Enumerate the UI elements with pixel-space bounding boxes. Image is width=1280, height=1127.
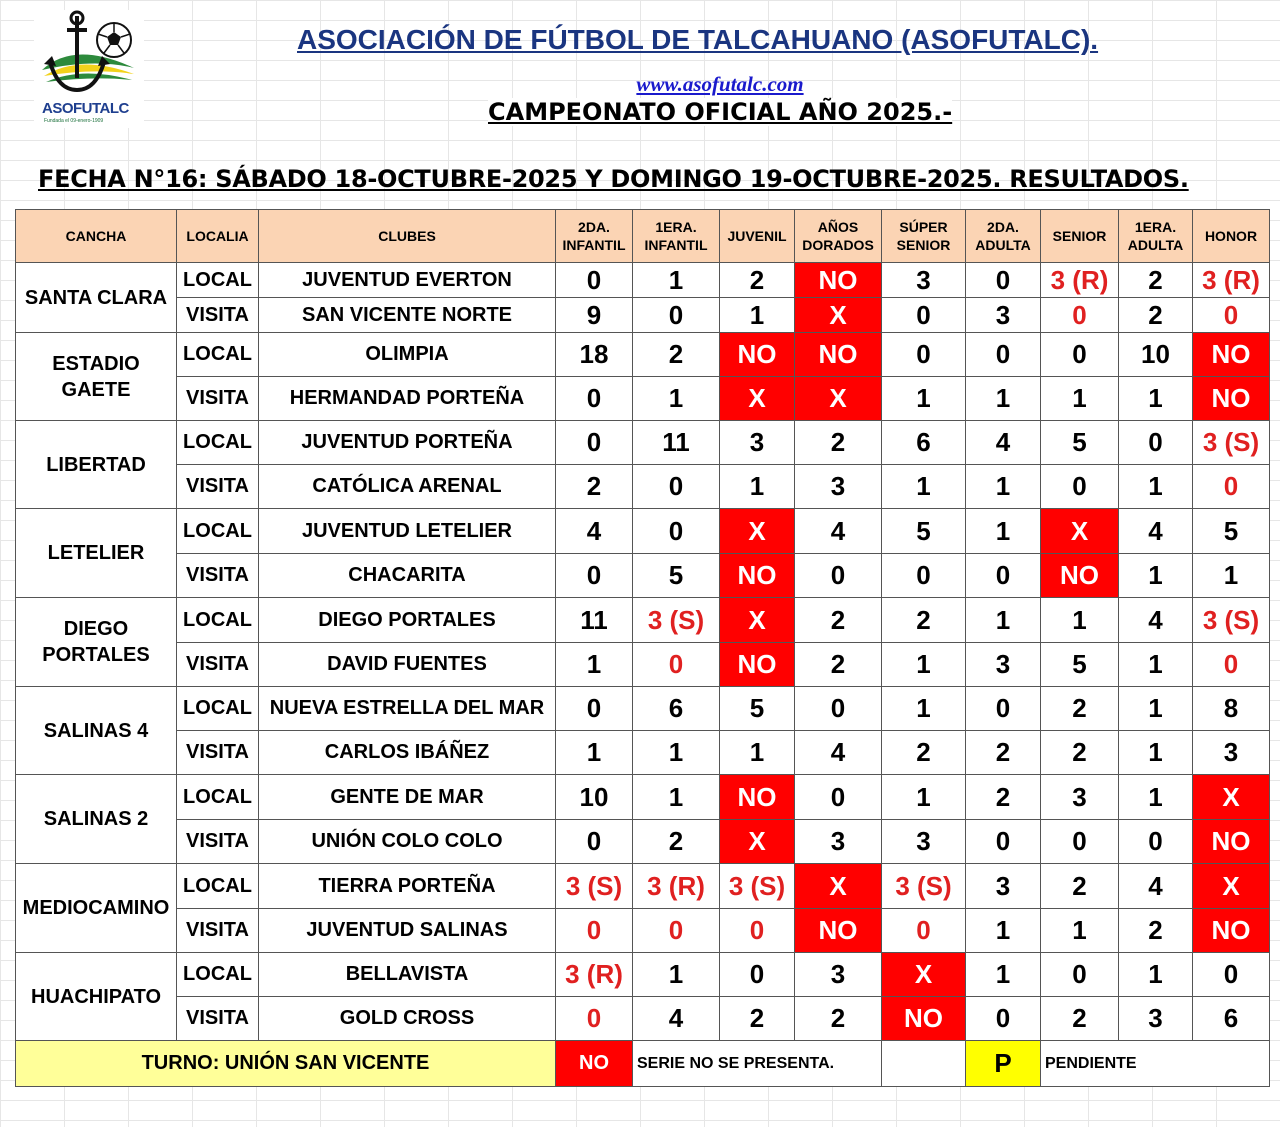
- score-cell: 4: [633, 997, 720, 1041]
- column-header: 2DA. ADULTA: [966, 210, 1041, 263]
- club-cell: DIEGO PORTALES: [259, 598, 556, 643]
- score-cell: 0: [556, 554, 633, 598]
- score-cell: X: [882, 953, 966, 997]
- score-cell: 2: [1119, 298, 1193, 333]
- score-cell: 1: [720, 298, 795, 333]
- score-cell: X: [795, 377, 882, 421]
- club-cell: JUVENTUD SALINAS: [259, 909, 556, 953]
- localia-cell: LOCAL: [177, 333, 259, 377]
- score-cell: 0: [556, 997, 633, 1041]
- score-cell: 1: [1119, 687, 1193, 731]
- score-cell: 2: [1119, 909, 1193, 953]
- match-row: [16, 687, 1270, 731]
- score-cell: 2: [795, 997, 882, 1041]
- score-cell: 3 (S): [556, 864, 633, 909]
- club-cell: GENTE DE MAR: [259, 775, 556, 820]
- score-cell: 3: [966, 643, 1041, 687]
- score-cell: 0: [966, 263, 1041, 298]
- score-cell: 0: [1041, 953, 1119, 997]
- match-row: [16, 377, 1270, 421]
- score-cell: 1: [966, 953, 1041, 997]
- score-cell: 0: [966, 554, 1041, 598]
- match-row: [16, 953, 1270, 997]
- asofutalc-logo: [34, 10, 144, 128]
- cancha-cell: MEDIOCAMINO: [16, 864, 177, 953]
- score-cell: 3: [882, 263, 966, 298]
- localia-cell: VISITA: [177, 909, 259, 953]
- score-cell: 0: [1193, 643, 1270, 687]
- column-header: SENIOR: [1041, 210, 1119, 263]
- score-cell: NO: [882, 997, 966, 1041]
- score-cell: 3 (S): [1193, 598, 1270, 643]
- score-cell: 0: [720, 953, 795, 997]
- score-cell: 0: [556, 687, 633, 731]
- club-cell: JUVENTUD LETELIER: [259, 509, 556, 554]
- score-cell: 5: [633, 554, 720, 598]
- score-cell: X: [1193, 864, 1270, 909]
- club-cell: NUEVA ESTRELLA DEL MAR: [259, 687, 556, 731]
- score-cell: 1: [966, 465, 1041, 509]
- score-cell: 0: [966, 687, 1041, 731]
- score-cell: 1: [720, 465, 795, 509]
- score-cell: 1: [720, 731, 795, 775]
- column-header: CLUBES: [259, 210, 556, 263]
- score-cell: 6: [882, 421, 966, 465]
- localia-cell: VISITA: [177, 643, 259, 687]
- score-cell: X: [720, 598, 795, 643]
- score-cell: 0: [1041, 820, 1119, 864]
- score-cell: 1: [1119, 554, 1193, 598]
- score-cell: 2: [633, 333, 720, 377]
- score-cell: 0: [966, 333, 1041, 377]
- club-cell: OLIMPIA: [259, 333, 556, 377]
- score-cell: 11: [556, 598, 633, 643]
- club-cell: CHACARITA: [259, 554, 556, 598]
- score-cell: 0: [633, 509, 720, 554]
- score-cell: 2: [966, 775, 1041, 820]
- localia-cell: LOCAL: [177, 263, 259, 298]
- score-cell: 0: [556, 909, 633, 953]
- score-cell: 1: [882, 465, 966, 509]
- score-cell: 3: [795, 953, 882, 997]
- match-row: [16, 820, 1270, 864]
- score-cell: 3 (S): [1193, 421, 1270, 465]
- score-cell: 0: [1041, 465, 1119, 509]
- turno-label: TURNO: UNIÓN SAN VICENTE: [16, 1041, 556, 1087]
- column-header: HONOR: [1193, 210, 1270, 263]
- score-cell: 0: [556, 377, 633, 421]
- score-cell: 2: [795, 643, 882, 687]
- localia-cell: VISITA: [177, 465, 259, 509]
- score-cell: 1: [556, 643, 633, 687]
- match-row: [16, 909, 1270, 953]
- club-cell: HERMANDAD PORTEÑA: [259, 377, 556, 421]
- score-cell: 0: [633, 643, 720, 687]
- score-cell: 1: [633, 263, 720, 298]
- score-cell: NO: [1041, 554, 1119, 598]
- score-cell: 0: [1119, 421, 1193, 465]
- score-cell: 0: [1041, 333, 1119, 377]
- cancha-cell: ESTADIO GAETE: [16, 333, 177, 421]
- score-cell: 0: [1193, 298, 1270, 333]
- score-cell: 1: [1041, 598, 1119, 643]
- localia-cell: LOCAL: [177, 953, 259, 997]
- score-cell: 5: [1041, 421, 1119, 465]
- score-cell: 2: [1041, 997, 1119, 1041]
- score-cell: 8: [1193, 687, 1270, 731]
- score-cell: 1: [633, 775, 720, 820]
- score-cell: 3: [795, 465, 882, 509]
- cancha-cell: HUACHIPATO: [16, 953, 177, 1041]
- score-cell: NO: [720, 643, 795, 687]
- score-cell: NO: [1193, 377, 1270, 421]
- score-cell: 0: [1119, 820, 1193, 864]
- score-cell: 11: [633, 421, 720, 465]
- score-cell: X: [795, 298, 882, 333]
- score-cell: 3 (S): [633, 598, 720, 643]
- score-cell: 5: [882, 509, 966, 554]
- score-cell: 1: [882, 377, 966, 421]
- score-cell: 1: [966, 909, 1041, 953]
- localia-cell: LOCAL: [177, 864, 259, 909]
- column-header: SÚPER SENIOR: [882, 210, 966, 263]
- score-cell: 4: [556, 509, 633, 554]
- score-cell: 3 (R): [1193, 263, 1270, 298]
- score-cell: 5: [720, 687, 795, 731]
- score-cell: X: [720, 509, 795, 554]
- score-cell: 2: [795, 421, 882, 465]
- legend-pending-badge: P: [966, 1041, 1041, 1087]
- legend-spacer: [882, 1041, 966, 1087]
- club-cell: JUVENTUD PORTEÑA: [259, 421, 556, 465]
- score-cell: X: [1193, 775, 1270, 820]
- cancha-cell: SALINAS 4: [16, 687, 177, 775]
- club-cell: UNIÓN COLO COLO: [259, 820, 556, 864]
- fecha-heading: FECHA N°16: SÁBADO 18-OCTUBRE-2025 Y DOMINGO 19-OCTUBRE-2025. RESULTADOS.: [38, 165, 1189, 193]
- score-cell: 1: [1119, 377, 1193, 421]
- club-cell: CATÓLICA ARENAL: [259, 465, 556, 509]
- match-row: [16, 864, 1270, 909]
- club-cell: TIERRA PORTEÑA: [259, 864, 556, 909]
- score-cell: 2: [720, 263, 795, 298]
- score-cell: 1: [882, 687, 966, 731]
- score-cell: 0: [633, 298, 720, 333]
- club-cell: JUVENTUD EVERTON: [259, 263, 556, 298]
- cancha-cell: LETELIER: [16, 509, 177, 598]
- score-cell: 2: [1041, 731, 1119, 775]
- score-cell: NO: [1193, 820, 1270, 864]
- score-cell: 3 (S): [882, 864, 966, 909]
- match-row: [16, 421, 1270, 465]
- score-cell: 0: [1193, 465, 1270, 509]
- score-cell: 10: [1119, 333, 1193, 377]
- match-row: [16, 731, 1270, 775]
- club-cell: BELLAVISTA: [259, 953, 556, 997]
- cancha-cell: SALINAS 2: [16, 775, 177, 864]
- score-cell: NO: [795, 333, 882, 377]
- score-cell: 1: [966, 509, 1041, 554]
- score-cell: 3: [1193, 731, 1270, 775]
- score-cell: 5: [1041, 643, 1119, 687]
- localia-cell: VISITA: [177, 554, 259, 598]
- localia-cell: LOCAL: [177, 775, 259, 820]
- match-row: [16, 465, 1270, 509]
- score-cell: 0: [795, 554, 882, 598]
- cancha-cell: LIBERTAD: [16, 421, 177, 509]
- cancha-cell: DIEGO PORTALES: [16, 598, 177, 687]
- score-cell: 4: [966, 421, 1041, 465]
- localia-cell: LOCAL: [177, 509, 259, 554]
- score-cell: 1: [1119, 953, 1193, 997]
- localia-cell: VISITA: [177, 377, 259, 421]
- column-header: CANCHA: [16, 210, 177, 263]
- score-cell: 3 (R): [556, 953, 633, 997]
- score-cell: 0: [633, 909, 720, 953]
- score-cell: 0: [556, 421, 633, 465]
- score-cell: 1: [1193, 554, 1270, 598]
- score-cell: 3 (R): [1041, 263, 1119, 298]
- logo-subtext: Fundada el 09-enero-1909: [44, 118, 104, 124]
- score-cell: 0: [1041, 298, 1119, 333]
- localia-cell: VISITA: [177, 820, 259, 864]
- score-cell: 0: [795, 775, 882, 820]
- score-cell: X: [720, 377, 795, 421]
- score-cell: 0: [882, 909, 966, 953]
- score-cell: 6: [1193, 997, 1270, 1041]
- score-cell: 6: [633, 687, 720, 731]
- score-cell: 3 (S): [720, 864, 795, 909]
- match-row: [16, 333, 1270, 377]
- match-row: [16, 509, 1270, 554]
- score-cell: 0: [882, 333, 966, 377]
- score-cell: 1: [966, 598, 1041, 643]
- score-cell: 3: [966, 864, 1041, 909]
- cancha-cell: SANTA CLARA: [16, 263, 177, 333]
- score-cell: 2: [633, 820, 720, 864]
- score-cell: 1: [966, 377, 1041, 421]
- score-cell: 0: [966, 820, 1041, 864]
- score-cell: 4: [1119, 598, 1193, 643]
- score-cell: 0: [720, 909, 795, 953]
- column-header: 1ERA. ADULTA: [1119, 210, 1193, 263]
- score-cell: 5: [1193, 509, 1270, 554]
- score-cell: 1: [633, 377, 720, 421]
- header-row: [16, 210, 1270, 263]
- column-header: 2DA. INFANTIL: [556, 210, 633, 263]
- score-cell: 0: [556, 820, 633, 864]
- score-cell: NO: [795, 263, 882, 298]
- score-cell: 2: [556, 465, 633, 509]
- column-header: LOCALIA: [177, 210, 259, 263]
- score-cell: 2: [720, 997, 795, 1041]
- column-header: JUVENIL: [720, 210, 795, 263]
- score-cell: 3: [1119, 997, 1193, 1041]
- score-cell: 0: [882, 554, 966, 598]
- score-cell: 3: [882, 820, 966, 864]
- legend-row: [16, 1041, 1270, 1087]
- column-header: 1ERA. INFANTIL: [633, 210, 720, 263]
- club-cell: CARLOS IBÁÑEZ: [259, 731, 556, 775]
- results-table: [15, 209, 1270, 1087]
- localia-cell: LOCAL: [177, 598, 259, 643]
- logo-name: ASOFUTALC: [42, 100, 129, 117]
- score-cell: 0: [882, 298, 966, 333]
- match-row: [16, 298, 1270, 333]
- score-cell: 2: [1041, 687, 1119, 731]
- score-cell: NO: [720, 333, 795, 377]
- score-cell: 2: [966, 731, 1041, 775]
- page-title: ASOCIACIÓN DE FÚTBOL DE TALCAHUANO (ASOFUTALC).: [297, 24, 1099, 55]
- score-cell: 2: [1119, 263, 1193, 298]
- score-cell: 3 (R): [633, 864, 720, 909]
- score-cell: 1: [1119, 465, 1193, 509]
- score-cell: 1: [882, 643, 966, 687]
- score-cell: X: [795, 864, 882, 909]
- score-cell: 2: [795, 598, 882, 643]
- localia-cell: VISITA: [177, 997, 259, 1041]
- score-cell: 2: [1041, 864, 1119, 909]
- match-row: [16, 775, 1270, 820]
- legend-no-text: SERIE NO SE PRESENTA.: [633, 1041, 882, 1087]
- score-cell: NO: [720, 775, 795, 820]
- score-cell: 10: [556, 775, 633, 820]
- score-cell: 3: [795, 820, 882, 864]
- club-cell: DAVID FUENTES: [259, 643, 556, 687]
- club-cell: GOLD CROSS: [259, 997, 556, 1041]
- score-cell: 4: [1119, 864, 1193, 909]
- score-cell: 18: [556, 333, 633, 377]
- localia-cell: VISITA: [177, 731, 259, 775]
- score-cell: X: [720, 820, 795, 864]
- score-cell: NO: [720, 554, 795, 598]
- score-cell: NO: [1193, 909, 1270, 953]
- score-cell: 1: [556, 731, 633, 775]
- club-cell: SAN VICENTE NORTE: [259, 298, 556, 333]
- score-cell: 1: [1041, 377, 1119, 421]
- score-cell: 0: [795, 687, 882, 731]
- score-cell: 4: [795, 509, 882, 554]
- score-cell: 0: [966, 997, 1041, 1041]
- score-cell: 1: [1119, 643, 1193, 687]
- match-row: [16, 643, 1270, 687]
- legend-no-badge: NO: [556, 1041, 633, 1087]
- score-cell: 3: [966, 298, 1041, 333]
- score-cell: 9: [556, 298, 633, 333]
- score-cell: 4: [795, 731, 882, 775]
- score-cell: 4: [1119, 509, 1193, 554]
- score-cell: X: [1041, 509, 1119, 554]
- score-cell: 1: [1119, 775, 1193, 820]
- score-cell: 1: [1041, 909, 1119, 953]
- localia-cell: VISITA: [177, 298, 259, 333]
- score-cell: 1: [1119, 731, 1193, 775]
- score-cell: 2: [882, 731, 966, 775]
- score-cell: NO: [795, 909, 882, 953]
- match-row: [16, 997, 1270, 1041]
- championship-subtitle: CAMPEONATO OFICIAL AÑO 2025.-: [488, 98, 953, 126]
- column-header: AÑOS DORADOS: [795, 210, 882, 263]
- score-cell: 0: [556, 263, 633, 298]
- localia-cell: LOCAL: [177, 687, 259, 731]
- score-cell: 0: [1193, 953, 1270, 997]
- localia-cell: LOCAL: [177, 421, 259, 465]
- legend-pending-text: PENDIENTE: [1041, 1041, 1270, 1087]
- match-row: [16, 598, 1270, 643]
- score-cell: 1: [633, 953, 720, 997]
- score-cell: 2: [882, 598, 966, 643]
- match-row: [16, 554, 1270, 598]
- match-row: [16, 263, 1270, 298]
- score-cell: 0: [633, 465, 720, 509]
- website-link[interactable]: www.asofutalc.com: [636, 72, 804, 96]
- score-cell: NO: [1193, 333, 1270, 377]
- score-cell: 1: [882, 775, 966, 820]
- score-cell: 3: [1041, 775, 1119, 820]
- score-cell: 3: [720, 421, 795, 465]
- score-cell: 1: [633, 731, 720, 775]
